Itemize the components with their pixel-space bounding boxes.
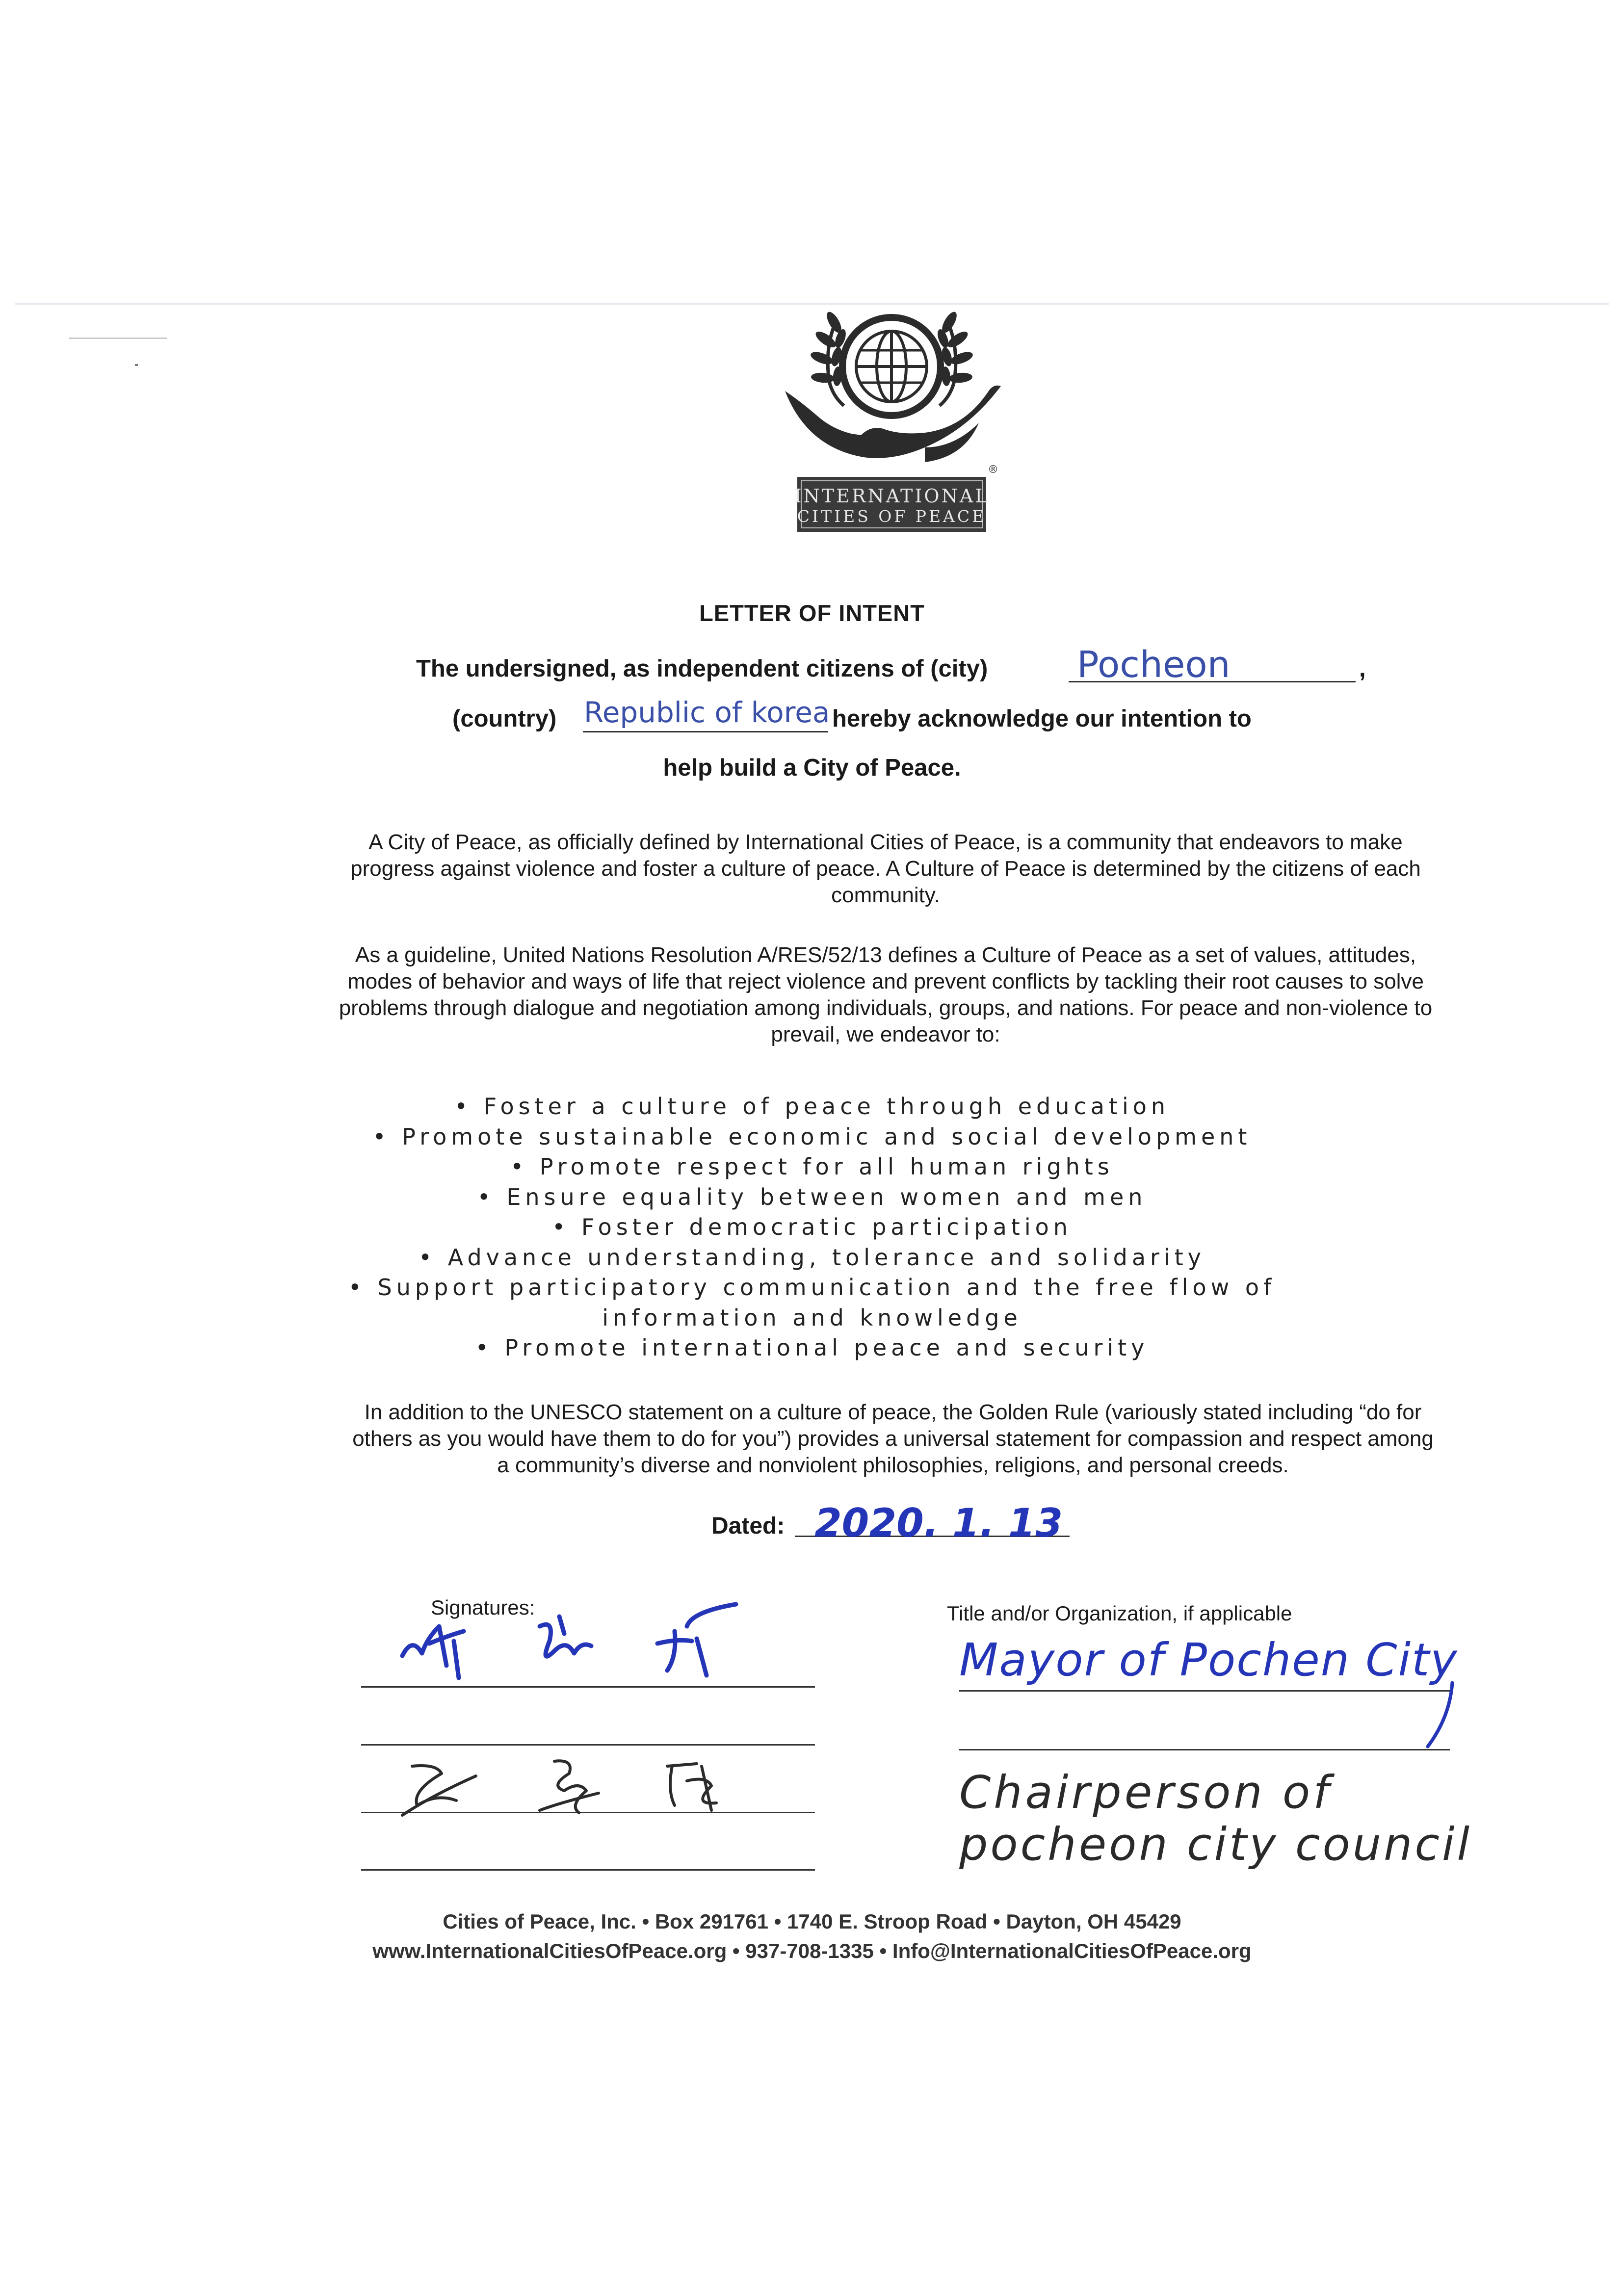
bullet-item: • Advance understanding, tolerance and solidarity: [419, 1244, 1205, 1271]
intent-country-label: (country): [452, 705, 557, 732]
bullet-item: • Promote respect for all human rights: [510, 1153, 1114, 1180]
footer-address: Cities of Peace, Inc. • Box 291761 • 1740 E. Stroop Road • Dayton, OH 45429: [443, 1910, 1181, 1933]
paragraph-guideline: As a guideline, United Nations Resolution A/RES/52/13 defines a Culture of Peace as a set of values, attitudes, modes of behavior and ways of life that reject violence and prevent conflicts by tackling their root causes to solve problems through dialogue and negotiation among individuals, groups, and nations. For peace and non-violence to prevail, we endeavor to:: [339, 943, 1433, 1046]
bullet-item: • Ensure equality between women and men: [477, 1183, 1147, 1210]
title-entry-council: pocheon city council: [959, 1818, 1472, 1871]
dated-label: Dated:: [711, 1513, 785, 1539]
signatures-label: Signatures:: [431, 1596, 535, 1619]
scan-mark: [69, 338, 167, 339]
country-handwritten: Republic of korea: [584, 696, 830, 729]
globe-icon: [842, 317, 941, 416]
intent-line-3: help build a City of Peace.: [663, 755, 961, 781]
logo-wordmark-box: [794, 464, 998, 532]
bullet-item: • Foster a culture of peace through education: [454, 1093, 1170, 1120]
bullet-list: [0, 1092, 1624, 1363]
ink-stroke: [1423, 1678, 1462, 1751]
svg-text:INTERNATIONAL: INTERNATIONAL: [794, 485, 990, 507]
footer-contact: www.InternationalCitiesOfPeace.org • 937-708-1335 • Info@InternationalCitiesOfPeace.org: [372, 1939, 1252, 1962]
title-org-label: Title and/or Organization, if applicable: [947, 1602, 1292, 1625]
bullet-item: • Support participatory communication and the free flow of: [348, 1274, 1276, 1301]
title-entry-chairperson: Chairperson of: [959, 1766, 1332, 1819]
bullet-item: • Foster democratic participation: [552, 1214, 1072, 1240]
title-line-2: [959, 1749, 1450, 1750]
bullet-item: • Promote international peace and security: [475, 1334, 1149, 1361]
intent-line-2: hereby acknowledge our intention to: [832, 705, 1252, 732]
signature-line-2: [361, 1744, 815, 1746]
scan-dot: [135, 364, 138, 366]
bullet-item: information and knowledge: [602, 1304, 1022, 1331]
dated-handwritten: 2020. 1. 13: [814, 1500, 1063, 1546]
paragraph-golden-rule: In addition to the UNESCO statement on a culture of peace, the Golden Rule (variously stated including “do for others as you would have them to do for you”) provides a universal statement for compassion and respect among a community’s diverse and nonviolent philosophies, religions, and personal creeds.: [352, 1400, 1434, 1477]
bullet-item: • Promote sustainable economic and social development: [372, 1123, 1252, 1150]
intent-comma: ,: [1359, 655, 1366, 682]
paragraph-definition: A City of Peace, as officially defined by International Cities of Peace, is a community that endeavors to make progress against violence and foster a culture of peace. A Culture of Peace is determined by the citizens of each community.: [350, 830, 1421, 907]
cities-of-peace-logo: [778, 300, 1006, 536]
intent-line-1: [416, 655, 988, 682]
svg-text:CITIES OF PEACE: CITIES OF PEACE: [797, 507, 987, 526]
document-title: LETTER OF INTENT: [699, 600, 925, 626]
handwritten-signature-2: [393, 1747, 785, 1825]
intent-prefix: The undersigned, as independent citizens of (city): [416, 655, 988, 682]
title-line-1: [959, 1690, 1450, 1692]
title-entry-mayor: Mayor of Pochen City: [959, 1634, 1458, 1686]
signature-line-4: [361, 1869, 815, 1871]
city-handwritten: Pocheon: [1077, 644, 1231, 686]
country-blank: [583, 731, 828, 732]
svg-text:®: ®: [988, 464, 998, 476]
handwritten-signature-1: [393, 1597, 785, 1695]
